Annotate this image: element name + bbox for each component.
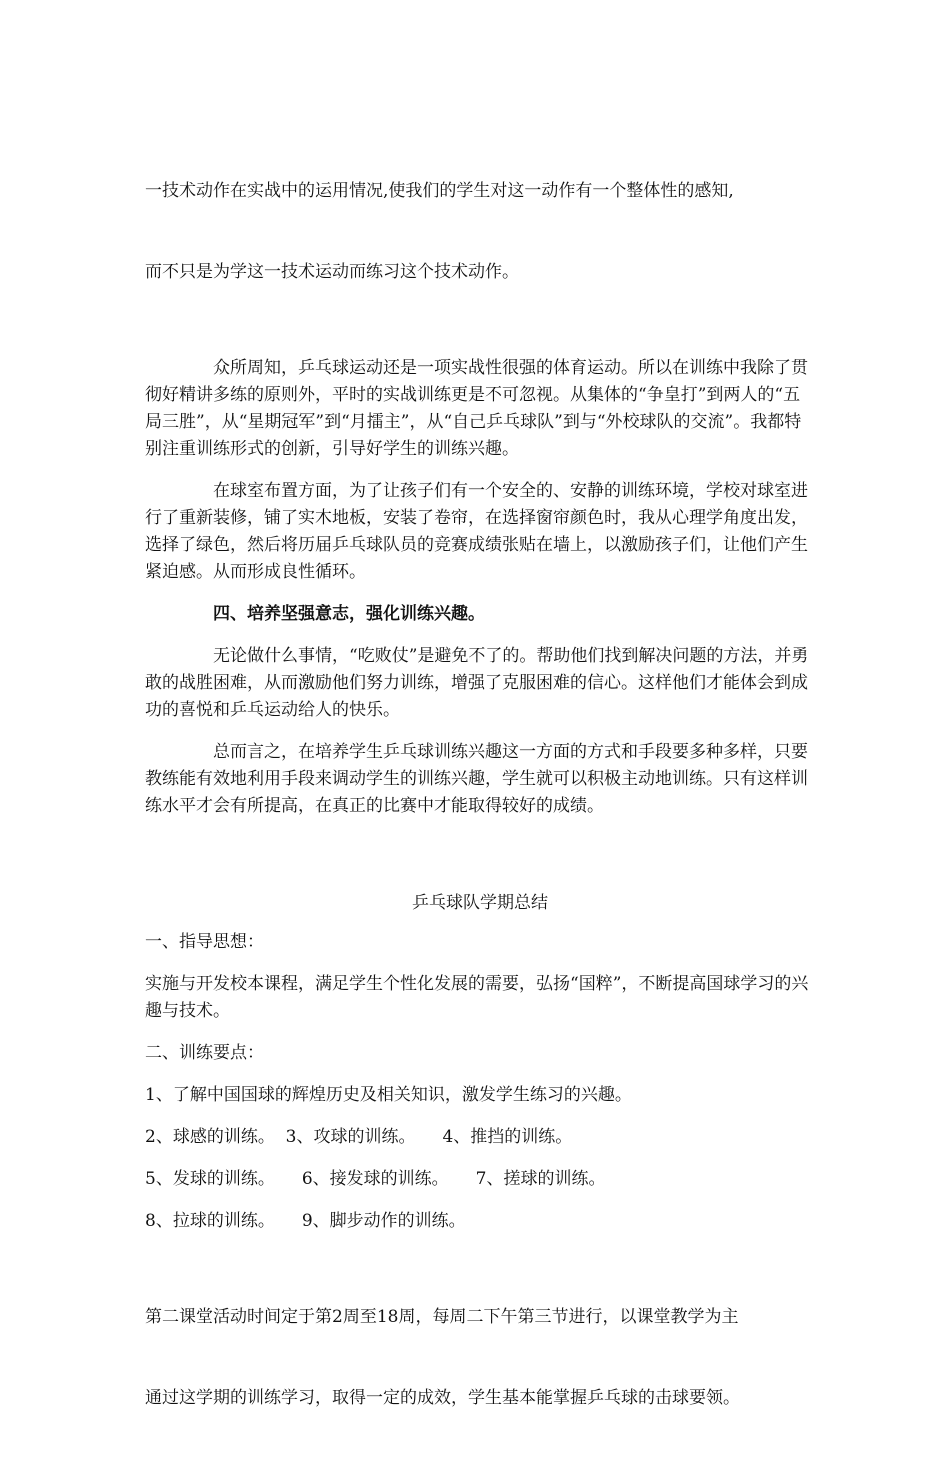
paragraph-room-layout: 在球室布置方面，为了让孩子们有一个安全的、安静的训练环境，学校对球室进行了重新装修，铺了实木地板，安装了卷帘，在选择窗帘颜色时，我从心理学角度出发，选择了绿色，然后将历届乒乓球队员的竞赛成绩张贴在墙上，以激励孩子们，让他们产生紧迫感。从而形成良性循环。 — [145, 481, 808, 582]
section-heading-4: 四、培养坚强意志，强化训练兴趣。 — [213, 604, 485, 624]
heading-guiding-thought: 一、指导思想： — [145, 932, 264, 952]
closing-paragraph — [145, 1250, 815, 1466]
lead-line-2: 而不只是为学这一技术运动而练习这个技术动作。 — [145, 262, 519, 282]
training-point-1: 1、了解中国国球的辉煌历史及相关知识，激发学生练习的兴趣。 — [145, 1085, 632, 1105]
document-page — [145, 124, 815, 1466]
paragraph-summary: 总而言之，在培养学生乒乓球训练兴趣这一方面的方式和手段要多种多样，只要教练能有效地利用手段来调动学生的训练兴趣，学生就可以积极主动地训练。只有这样训练水平才会有所提高，在真正的比赛中才能取得较好的成绩。 — [145, 742, 808, 816]
lead-paragraph — [145, 124, 815, 340]
training-point-8-9: 8、拉球的训练。 9、脚步动作的训练。 — [145, 1211, 466, 1231]
closing-line-2: 通过这学期的训练学习，取得一定的成效，学生基本能掌握乒乓球的击球要领。 — [145, 1388, 740, 1408]
training-point-5-7: 5、发球的训练。 6、接发球的训练。 7、搓球的训练。 — [145, 1169, 606, 1189]
paragraph-willpower: 无论做什么事情，“吃败仗”是避免不了的。帮助他们找到解决问题的方法，并勇敢的战胜困难，从而激励他们努力训练，增强了克服困难的信心。这样他们才能体会到成功的喜悦和乒乓运动给人的快乐。 — [145, 646, 809, 720]
heading-training-points: 二、训练要点： — [145, 1043, 264, 1063]
paragraph-training-form: 众所周知，乒乓球运动还是一项实战性很强的体育运动。所以在训练中我除了贯彻好精讲多练的原则外，平时的实战训练更是不可忽视。从集体的“争皇打”到两人的“五局三胜”，从“星期冠军”到“月擂主”，从“自己乒乓球队”到与“外校球队的交流”。我都特别注重训练形式的创新，引导好学生的训练兴趣。 — [145, 358, 808, 459]
closing-line-1: 第二课堂活动时间定于第2周至18周，每周二下午第三节进行，以课堂教学为主 — [145, 1307, 739, 1327]
training-point-2-4: 2、球感的训练。 3、攻球的训练。 4、推挡的训练。 — [145, 1127, 573, 1147]
paragraph-guiding-thought: 实施与开发校本课程，满足学生个性化发展的需要，弘扬“国粹”，不断提高国球学习的兴趣与技术。 — [145, 974, 809, 1021]
lead-line-1: 一技术动作在实战中的运用情况,使我们的学生对这一动作有一个整体性的感知, — [145, 181, 734, 201]
document-title: 乒乓球队学期总结 — [412, 893, 548, 913]
